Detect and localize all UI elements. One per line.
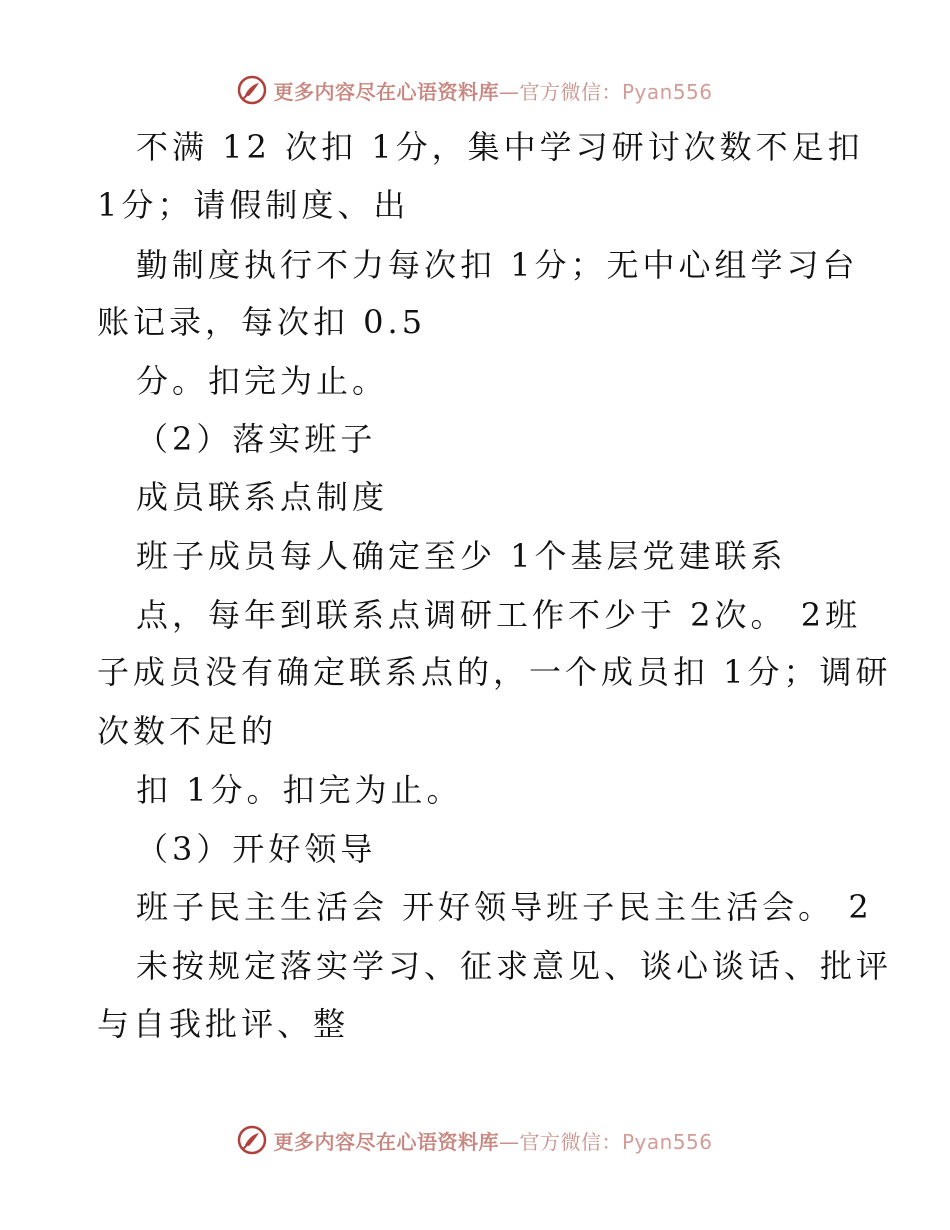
text-line: 未按规定落实学习、征求意见、谈心谈话、批评	[136, 947, 893, 985]
text-line: 分。扣完为止。	[136, 362, 389, 400]
watermark-separator: —	[498, 1129, 520, 1154]
watermark-brand: 更多内容尽在心语资料库	[273, 1129, 499, 1154]
text-line: 班子民主生活会 开好领导班子民主生活会。 2	[136, 888, 873, 926]
header-watermark	[0, 70, 950, 110]
text-line: 点，每年到联系点调研工作不少于 2次。 2班	[136, 596, 862, 634]
text-line: 与自我批评、整	[97, 1005, 350, 1043]
text-line: 子成员没有确定联系点的，一个成员扣 1分；调研	[97, 653, 892, 691]
text-line: 勤制度执行不力每次扣 1分；无中心组学习台	[136, 246, 859, 284]
watermark-wechat-id: Pyan556	[621, 79, 713, 104]
text-line: 次数不足的	[97, 712, 278, 750]
text-line: 账记录，每次扣 0.5	[97, 303, 427, 341]
text-line: （3）开好领导	[136, 830, 377, 868]
text-line: 扣 1分。扣完为止。	[136, 771, 463, 809]
footer-watermark	[0, 1120, 950, 1160]
watermark-text	[273, 76, 712, 105]
watermark-wechat-label: 官方微信：	[519, 79, 622, 104]
text-line: 班子成员每人确定至少 1个基层党建联系	[136, 537, 787, 575]
brand-logo-icon	[237, 75, 267, 105]
brand-logo-icon	[237, 1125, 267, 1155]
watermark-brand: 更多内容尽在心语资料库	[273, 79, 499, 104]
watermark-text	[273, 1126, 712, 1155]
text-line: 成员联系点制度	[136, 478, 389, 516]
text-line: 1分；请假制度、出	[97, 186, 410, 224]
watermark-separator: —	[498, 79, 520, 104]
watermark-wechat-label: 官方微信：	[519, 1129, 622, 1154]
watermark-wechat-id: Pyan556	[621, 1129, 713, 1154]
text-line: 不满 12 次扣 1分，集中学习研讨次数不足扣	[136, 128, 864, 166]
text-line: （2）落实班子	[136, 420, 377, 458]
